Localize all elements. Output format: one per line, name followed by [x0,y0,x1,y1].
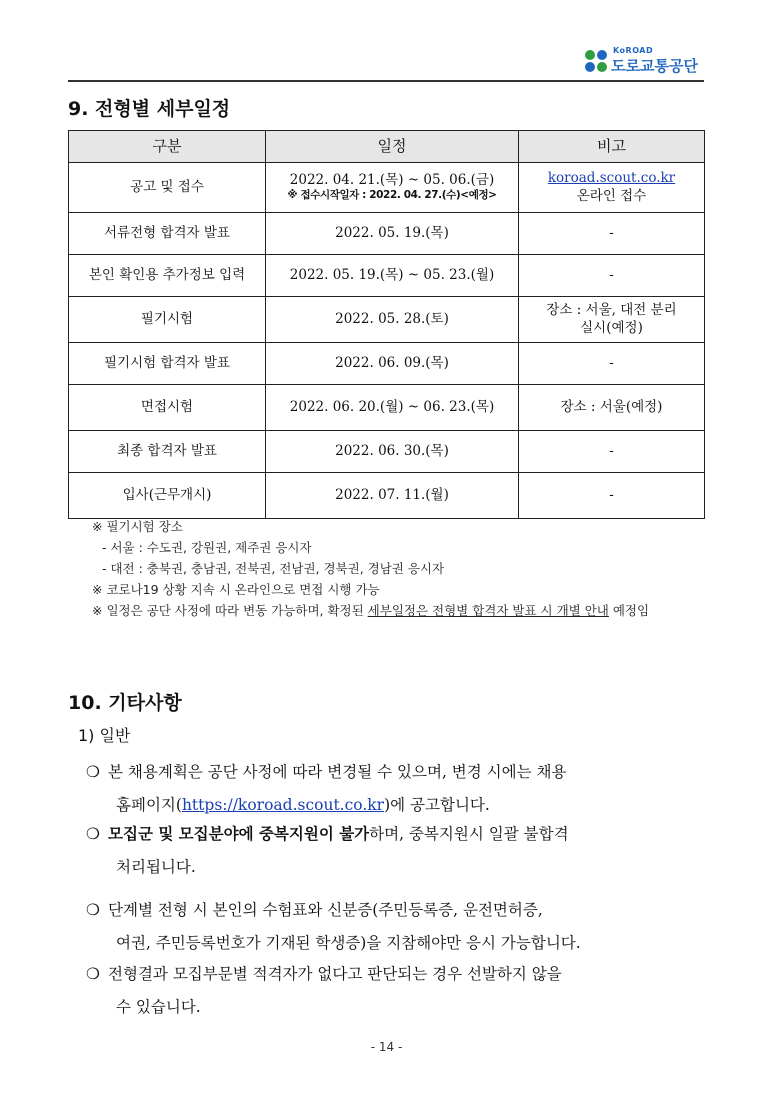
paragraph-text: 하며, 중복지원시 일괄 불합격 [369,825,569,843]
bullet-icon: ❍ [86,901,100,919]
homepage-link[interactable]: https://koroad.scout.co.kr [181,796,385,814]
table-row [69,297,705,343]
row-category: 공고 및 접수 [69,163,266,213]
schedule-note: ※ 접수시작일자 : 2022. 04. 27.(수)<예정> [287,189,497,202]
table-header-row [69,131,705,163]
apply-site-link[interactable]: koroad.scout.co.kr [547,169,676,186]
row-schedule: 2022. 06. 30.(목) [266,431,519,473]
row-remark: - [519,213,705,255]
row-remark [519,163,705,213]
header-category: 구분 [69,131,266,163]
note-covid: ※ 코로나19 상황 지속 시 온라인으로 면접 시행 가능 [92,582,380,597]
section-9-title: 9. 전형별 세부일정 [68,98,231,120]
section-10-title: 10. 기타사항 [68,692,182,714]
paragraph-text: 단계별 전형 시 본인의 수험표와 신분증(주민등록증, 운전면허증, [108,901,543,919]
note-schedule-change [92,600,707,621]
row-category: 입사(근무개시) [69,473,266,519]
table-row [69,431,705,473]
schedule-text: 2022. 04. 21.(목) ~ 05. 06.(금) [289,171,495,188]
paragraph-3 [86,894,708,960]
remark-text-2: 실시(예정) [580,319,643,336]
header-remark: 비고 [519,131,705,163]
row-category: 최종 합격자 발표 [69,431,266,473]
row-schedule: 2022. 05. 19.(목) ~ 05. 23.(월) [266,255,519,297]
row-remark: - [519,473,705,519]
note-exam-location: ※ 필기시험 장소 [92,519,183,534]
paragraph-2 [86,818,708,884]
row-category: 필기시험 합격자 발표 [69,343,266,385]
bullet-icon: ❍ [86,825,100,843]
row-remark: - [519,343,705,385]
table-row [69,385,705,431]
note-seoul: - 서울 : 수도권, 강원권, 제주권 응시자 [102,540,312,555]
koroad-logo [585,46,703,76]
table-row [69,213,705,255]
paragraph-text: 전형결과 모집부문별 적격자가 없다고 판단되는 경우 선발하지 않을 [108,965,562,983]
row-schedule: 2022. 06. 09.(목) [266,343,519,385]
remark-text: 온라인 접수 [576,187,647,204]
paragraph-text: 여권, 주민등록번호가 기재된 학생증)을 지참해야만 응시 가능합니다. [116,934,581,952]
paragraph-text: 본 채용계획은 공단 사정에 따라 변경될 수 있으며, 변경 시에는 채용 [108,763,567,781]
paragraph-text: 수 있습니다. [116,998,201,1016]
row-category: 면접시험 [69,385,266,431]
row-category: 필기시험 [69,297,266,343]
row-remark [519,297,705,343]
table-row [69,473,705,519]
header-divider [68,80,704,82]
row-remark: - [519,255,705,297]
page-number: - 14 - [370,1040,403,1054]
subsection-title: 1) 일반 [78,726,131,745]
table-row [69,343,705,385]
paragraph-text: )에 공고합니다. [384,796,490,814]
note-text-end: 예정임 [608,603,650,618]
table-row [69,163,705,213]
remark-text: 장소 : 서울, 대전 분리 [546,301,677,318]
row-category: 본인 확인용 추가정보 입력 [69,255,266,297]
paragraph-text: 홈페이지( [116,796,182,814]
note-text: ※ 일정은 공단 사정에 따라 변동 가능하며, 확정된 [92,603,368,618]
logo-korean: 도로교통공단 [611,57,698,75]
row-schedule: 2022. 07. 11.(월) [266,473,519,519]
row-category: 서류전형 합격자 발표 [69,213,266,255]
row-remark: 장소 : 서울(예정) [519,385,705,431]
paragraph-text: 처리됩니다. [116,858,196,876]
paragraph-bold: 모집군 및 모집분야에 중복지원이 불가 [108,825,370,843]
note-underlined: 세부일정은 전형별 합격자 발표 시 개별 안내 [367,603,609,618]
paragraph-4 [86,958,708,1024]
row-remark: - [519,431,705,473]
bullet-icon: ❍ [86,965,100,983]
logo-mark-icon [585,50,607,72]
row-schedule [266,163,519,213]
paragraph-1 [86,756,708,822]
schedule-table [68,130,705,519]
logo-english: KoROAD [613,46,654,55]
row-schedule: 2022. 05. 19.(목) [266,213,519,255]
table-row [69,255,705,297]
row-schedule: 2022. 06. 20.(월) ~ 06. 23.(목) [266,385,519,431]
note-daejeon: - 대전 : 충북권, 충남권, 전북권, 전남권, 경북권, 경남권 응시자 [102,561,445,576]
header-schedule: 일정 [266,131,519,163]
row-schedule: 2022. 05. 28.(토) [266,297,519,343]
schedule-notes [92,516,707,621]
bullet-icon: ❍ [86,763,100,781]
